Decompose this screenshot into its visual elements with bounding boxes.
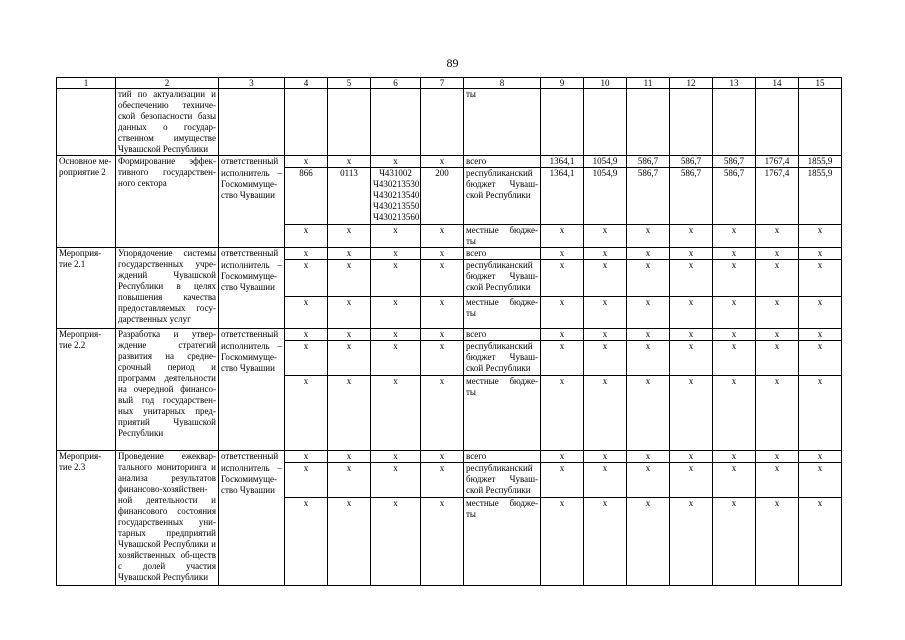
funding-source: всего — [464, 156, 541, 168]
x-mark: х — [421, 225, 464, 248]
x-mark: х — [541, 463, 584, 498]
x-mark: х — [285, 463, 328, 498]
responsible-label: ответственный — [219, 156, 285, 168]
table-row — [57, 329, 842, 341]
value-cell: 1364,1 — [541, 168, 584, 225]
x-mark: х — [328, 451, 371, 463]
responsible-executor: исполнитель – Госкомимуще-ство Чувашии — [219, 168, 285, 248]
table-row — [57, 89, 842, 156]
x-mark: х — [799, 248, 842, 260]
x-mark: х — [371, 341, 421, 376]
x-mark: х — [756, 341, 799, 376]
funding-source: ты — [464, 89, 541, 156]
value-cell: 1855,9 — [799, 168, 842, 225]
x-mark: х — [670, 297, 713, 329]
x-mark: х — [627, 463, 670, 498]
x-mark: х — [541, 260, 584, 297]
x-mark: х — [799, 498, 842, 586]
x-mark: х — [799, 297, 842, 329]
funding-source: всего — [464, 451, 541, 463]
x-mark: х — [756, 260, 799, 297]
header-row — [57, 78, 842, 89]
x-mark: х — [670, 248, 713, 260]
funding-source: местные бюдже-ты — [464, 498, 541, 586]
x-mark: х — [371, 260, 421, 297]
x-mark: х — [328, 156, 371, 168]
x-mark: х — [328, 376, 371, 451]
value-cell: 586,7 — [670, 168, 713, 225]
funding-source: всего — [464, 329, 541, 341]
x-mark: х — [584, 376, 627, 451]
x-mark: х — [799, 329, 842, 341]
x-mark: х — [670, 376, 713, 451]
value-cell: 1767,4 — [756, 168, 799, 225]
event-description: Разработка и утвер-ждение стратегий развития на средне-срочный период и программ деятельности на очередной финансо-вый год государствен-ных унитарных пред-приятий Чувашской Республики — [116, 329, 219, 451]
x-mark: х — [713, 341, 756, 376]
x-mark: х — [541, 248, 584, 260]
col-header: 15 — [799, 78, 842, 89]
event-description: Формирование эффек-тивного государствен-ного сектора — [116, 156, 219, 248]
x-mark: х — [421, 376, 464, 451]
x-mark: х — [421, 329, 464, 341]
table-row — [57, 451, 842, 463]
x-mark: х — [328, 297, 371, 329]
x-mark: х — [421, 248, 464, 260]
funding-source: республиканский бюджет Чуваш-ской Республики — [464, 168, 541, 225]
x-mark: х — [713, 376, 756, 451]
x-mark: х — [670, 341, 713, 376]
responsible-executor: исполнитель – Госкомимуще-ство Чувашии — [219, 463, 285, 586]
x-mark: х — [328, 329, 371, 341]
funding-source: местные бюдже-ты — [464, 297, 541, 329]
x-mark: х — [584, 498, 627, 586]
funding-source: местные бюдже-ты — [464, 225, 541, 248]
responsible-label: ответственный — [219, 248, 285, 260]
value-cell: 586,7 — [627, 168, 670, 225]
col-header: 12 — [670, 78, 713, 89]
value-cell: 1054,9 — [584, 156, 627, 168]
event-code: Мероприя-тие 2.1 — [57, 248, 116, 329]
x-mark: х — [756, 248, 799, 260]
responsible-executor: исполнитель – Госкомимуще-ство Чувашии — [219, 341, 285, 451]
x-mark: х — [713, 451, 756, 463]
x-mark: х — [713, 463, 756, 498]
x-mark: х — [799, 376, 842, 451]
x-mark: х — [541, 451, 584, 463]
col-header: 8 — [464, 78, 541, 89]
col-header: 10 — [584, 78, 627, 89]
x-mark: х — [670, 260, 713, 297]
x-mark: х — [541, 376, 584, 451]
x-mark: х — [670, 498, 713, 586]
x-mark: х — [627, 248, 670, 260]
x-mark: х — [713, 248, 756, 260]
x-mark: х — [584, 329, 627, 341]
x-mark: х — [285, 329, 328, 341]
x-mark: х — [584, 260, 627, 297]
x-mark: х — [541, 498, 584, 586]
funding-source: республиканский бюджет Чуваш-ской Республики — [464, 463, 541, 498]
x-mark: х — [584, 248, 627, 260]
x-mark: х — [421, 463, 464, 498]
value-cell: 1054,9 — [584, 168, 627, 225]
x-mark: х — [421, 341, 464, 376]
x-mark: х — [627, 376, 670, 451]
table-row — [57, 248, 842, 260]
x-mark: х — [285, 341, 328, 376]
x-mark: х — [713, 498, 756, 586]
value-cell: 586,7 — [627, 156, 670, 168]
col-header: 13 — [713, 78, 756, 89]
x-mark: х — [285, 248, 328, 260]
col-header: 11 — [627, 78, 670, 89]
value-cell: 1364,1 — [541, 156, 584, 168]
x-mark: х — [541, 297, 584, 329]
table-row — [57, 156, 842, 168]
x-mark: х — [627, 260, 670, 297]
event-code: Мероприя-тие 2.3 — [57, 451, 116, 586]
x-mark: х — [371, 225, 421, 248]
event-cell — [57, 89, 116, 156]
x-mark: х — [756, 463, 799, 498]
x-mark: х — [756, 498, 799, 586]
code-cell: 866 — [285, 168, 328, 225]
col-header: 4 — [285, 78, 328, 89]
code-cell: Ч431002 Ч430213530 Ч430213540 Ч430213550 Ч430213560 — [371, 168, 421, 225]
x-mark: х — [371, 376, 421, 451]
x-mark: х — [756, 225, 799, 248]
x-mark: х — [421, 297, 464, 329]
x-mark: х — [756, 329, 799, 341]
x-mark: х — [670, 451, 713, 463]
x-mark: х — [584, 297, 627, 329]
x-mark: х — [328, 463, 371, 498]
col-header: 3 — [219, 78, 285, 89]
x-mark: х — [799, 463, 842, 498]
event-description: Проведение ежеквар-тального мониторинга и анализа результатов финансово-хозяйствен-ной деятельности и финансового состояния государственных уни-тарных предприятий Чувашской Республики и хозяйственных об-ществ с долей участия Чувашской Республики — [116, 451, 219, 586]
x-mark: х — [627, 297, 670, 329]
value-cell: 586,7 — [713, 156, 756, 168]
funding-source: всего — [464, 248, 541, 260]
page-number: 89 — [446, 56, 459, 70]
x-mark: х — [584, 463, 627, 498]
value-cell: 1767,4 — [756, 156, 799, 168]
x-mark: х — [756, 376, 799, 451]
x-mark: х — [713, 260, 756, 297]
x-mark: х — [541, 329, 584, 341]
code-cell: 200 — [421, 168, 464, 225]
event-code: Мероприя-тие 2.2 — [57, 329, 116, 451]
value-cell: 586,7 — [713, 168, 756, 225]
funding-source: республиканский бюджет Чуваш-ской Республики — [464, 341, 541, 376]
events-body — [57, 248, 842, 586]
code-cell: 0113 — [328, 168, 371, 225]
x-mark: х — [421, 156, 464, 168]
x-mark: х — [285, 297, 328, 329]
x-mark: х — [421, 260, 464, 297]
x-mark: х — [421, 451, 464, 463]
x-mark: х — [799, 260, 842, 297]
col-header: 2 — [116, 78, 219, 89]
x-mark: х — [584, 225, 627, 248]
x-mark: х — [328, 260, 371, 297]
x-mark: х — [371, 248, 421, 260]
x-mark: х — [328, 341, 371, 376]
x-mark: х — [799, 225, 842, 248]
event-description: тий по актуализации и обеспечению техниче-ской безопасности базы данных о государ-ственном имуществе Чувашской Республики — [116, 89, 219, 156]
x-mark: х — [670, 225, 713, 248]
funding-source: местные бюдже-ты — [464, 376, 541, 451]
budget-table — [56, 77, 842, 586]
col-header: 5 — [328, 78, 371, 89]
x-mark: х — [756, 451, 799, 463]
x-mark: х — [627, 225, 670, 248]
x-mark: х — [328, 498, 371, 586]
x-mark: х — [670, 329, 713, 341]
x-mark: х — [627, 341, 670, 376]
x-mark: х — [371, 329, 421, 341]
x-mark: х — [541, 225, 584, 248]
x-mark: х — [371, 156, 421, 168]
responsible-executor: исполнитель – Госкомимуще-ство Чувашии — [219, 260, 285, 329]
col-header: 14 — [756, 78, 799, 89]
x-mark: х — [713, 329, 756, 341]
x-mark: х — [371, 463, 421, 498]
x-mark: х — [627, 451, 670, 463]
x-mark: х — [328, 248, 371, 260]
x-mark: х — [584, 451, 627, 463]
value-cell: 586,7 — [670, 156, 713, 168]
responsible-label: ответственный — [219, 329, 285, 341]
x-mark: х — [285, 260, 328, 297]
event-code: Основное ме-роприятие 2 — [57, 156, 116, 248]
funding-source: республиканский бюджет Чуваш-ской Республики — [464, 260, 541, 297]
x-mark: х — [627, 498, 670, 586]
col-header: 9 — [541, 78, 584, 89]
x-mark: х — [756, 297, 799, 329]
responsible-label: ответственный — [219, 451, 285, 463]
x-mark: х — [421, 498, 464, 586]
col-header: 7 — [421, 78, 464, 89]
x-mark: х — [713, 297, 756, 329]
x-mark: х — [670, 463, 713, 498]
x-mark: х — [285, 376, 328, 451]
x-mark: х — [584, 341, 627, 376]
x-mark: х — [799, 451, 842, 463]
event-description: Упорядочение системы государственных учре-ждений Чувашской Республики в целях повышения качества предоставляемых госу-дарственных услуг — [116, 248, 219, 329]
x-mark: х — [328, 225, 371, 248]
x-mark: х — [627, 329, 670, 341]
x-mark: х — [713, 225, 756, 248]
value-cell: 1855,9 — [799, 156, 842, 168]
x-mark: х — [799, 341, 842, 376]
col-header: 1 — [57, 78, 116, 89]
x-mark: х — [371, 498, 421, 586]
x-mark: х — [285, 451, 328, 463]
x-mark: х — [285, 156, 328, 168]
x-mark: х — [371, 297, 421, 329]
x-mark: х — [285, 498, 328, 586]
x-mark: х — [541, 341, 584, 376]
x-mark: х — [371, 451, 421, 463]
col-header: 6 — [371, 78, 421, 89]
x-mark: х — [285, 225, 328, 248]
